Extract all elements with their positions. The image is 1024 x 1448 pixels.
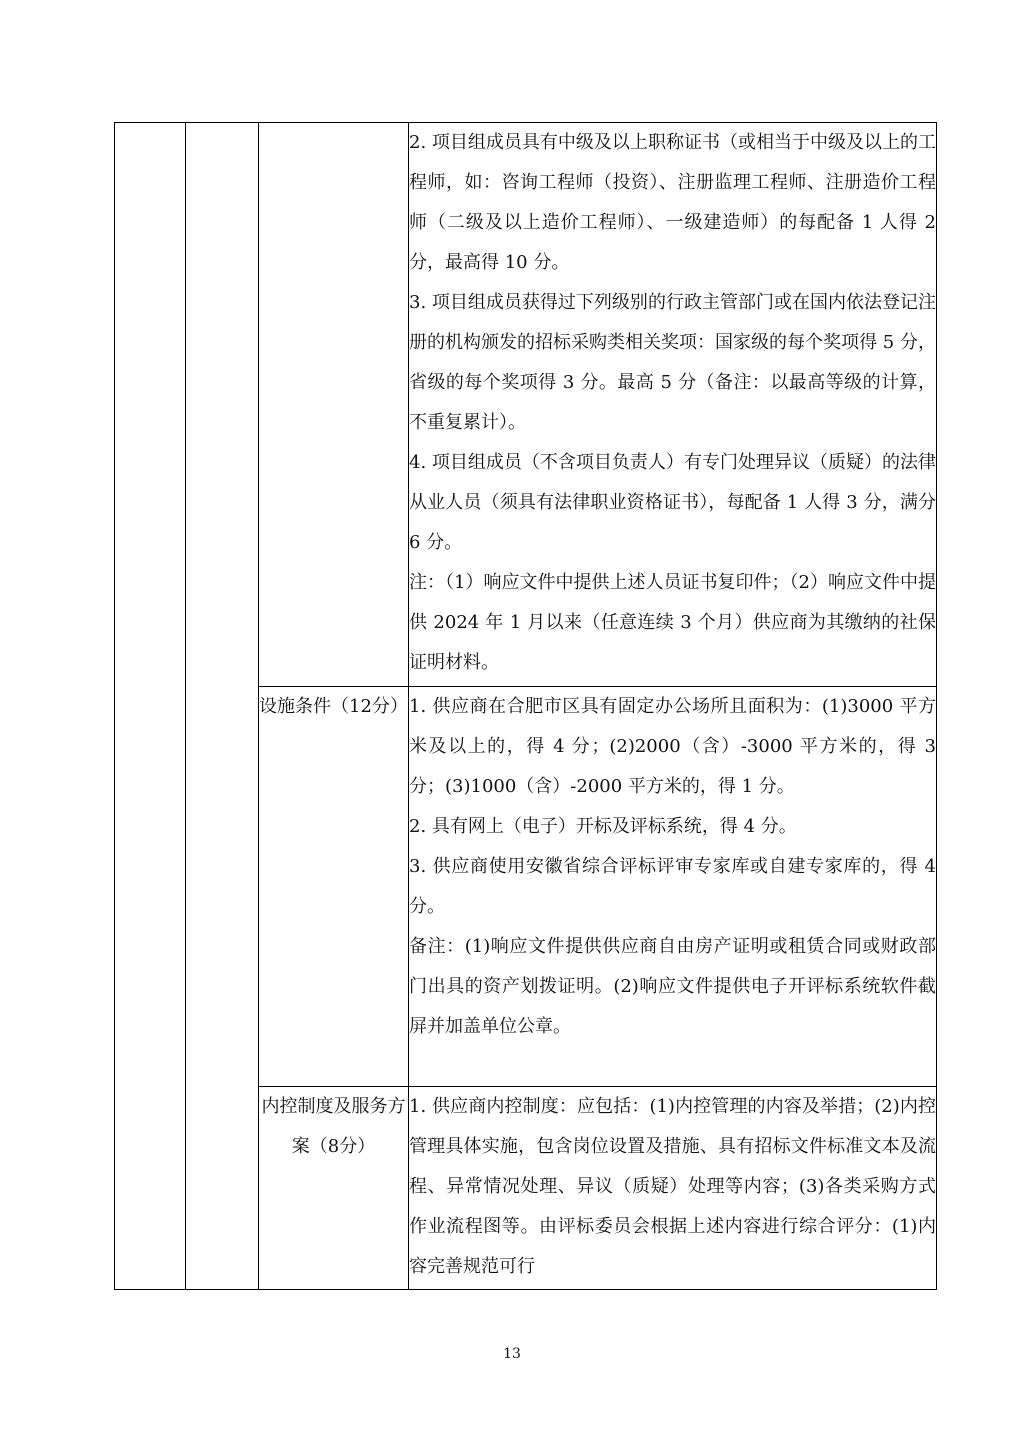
item-label-facilities: 设施条件（12分）	[259, 696, 408, 717]
criteria-paragraph: 2. 项目组成员具有中级及以上职称证书（或相当于中级及以上的工程师，如：咨询工程师（投资）、注册监理工程师、注册造价工程师（二级及以上造价工程师）、一级建造师）的每配备 1 人得 2 分，最高得 10 分。	[409, 132, 936, 273]
scoring-table	[114, 122, 937, 1290]
criteria-note: 注：（1）响应文件中提供上述人员证书复印件；（2）响应文件中提供 2024 年 1 月以来（任意连续 3 个月）供应商为其缴纳的社保证明材料。	[409, 572, 936, 673]
criteria-cell	[409, 687, 937, 1087]
criteria-paragraph: 3. 供应商使用安徽省综合评标评审专家库或自建专家库的，得 4 分。	[409, 856, 936, 917]
criteria-note: 备注：(1)响应文件提供供应商自由房产证明或租赁合同或财政部门出具的资产划拨证明。(2)响应文件提供电子开评标系统软件截屏并加盖单位公章。	[409, 936, 936, 1037]
criteria-paragraph: 1. 供应商在合肥市区具有固定办公场所且面积为：(1)3000 平方米及以上的，得 4 分；(2)2000（含）-3000 平方米的，得 3 分；(3)1000（含）-2000 平方米的，得 1 分。	[409, 696, 936, 797]
item-label-cell	[259, 123, 409, 687]
criteria-paragraph: 4. 项目组成员（不含项目负责人）有专门处理异议（质疑）的法律从业人员（须具有法律职业资格证书），每配备 1 人得 3 分，满分 6 分。	[409, 452, 936, 553]
category-column-cell	[115, 123, 186, 1290]
criteria-paragraph: 2. 具有网上（电子）开标及评标系统，得 4 分。	[409, 816, 797, 837]
item-label-cell	[259, 1087, 409, 1290]
table-row	[115, 123, 937, 687]
criteria-cell	[409, 123, 937, 687]
criteria-paragraph: 1. 供应商内控制度：应包括：(1)内控管理的内容及举措；(2)内控管理具体实施，包含岗位设置及措施、具有招标文件标准文本及流程、异常情况处理、异议（质疑）处理等内容；(3)各类采购方式作业流程图等。由评标委员会根据上述内容进行综合评分：(1)内容完善规范可行	[409, 1096, 936, 1277]
criteria-cell	[409, 1087, 937, 1290]
criteria-paragraph: 3. 项目组成员获得过下列级别的行政主管部门或在国内依法登记注册的机构颁发的招标采购类相关奖项：国家级的每个奖项得 5 分，省级的每个奖项得 3 分。最高 5 分（备注：以最高等级的计算，不重复累计）。	[409, 292, 936, 433]
page-number: 13	[503, 1346, 521, 1362]
item-label-internal-control: 内控制度及服务方案（8分）	[261, 1096, 406, 1157]
item-label-cell	[259, 687, 409, 1087]
subtotal-column-cell	[186, 123, 259, 1290]
